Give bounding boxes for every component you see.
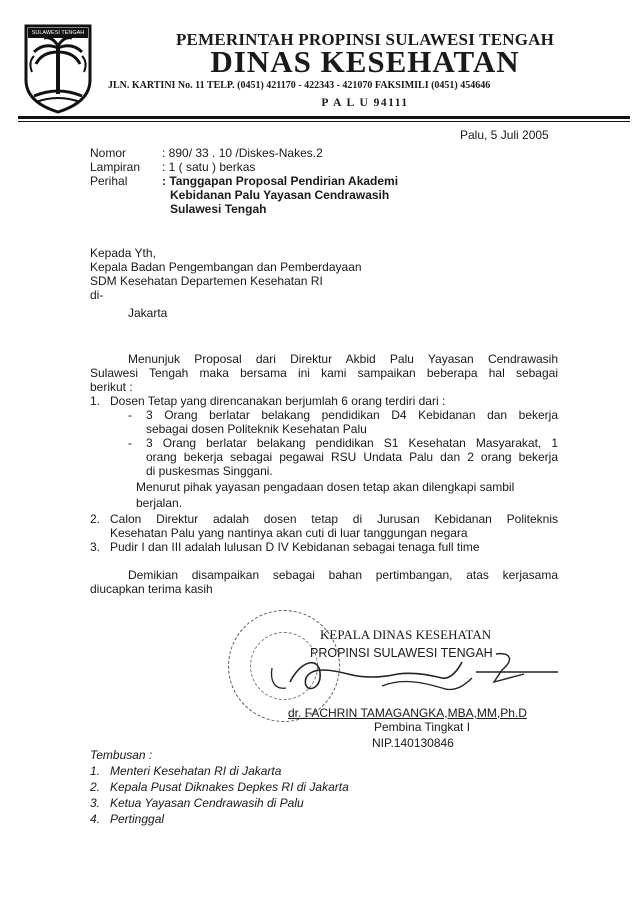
cc-item: Menteri Kesehatan RI di Jakarta xyxy=(110,764,282,778)
recipient-city: Jakarta xyxy=(128,306,168,320)
intro-line: Menunjuk Proposal dari Direktur Akbid Palu Yayasan Cendrawasih xyxy=(128,352,558,366)
agency-heading: DINAS KESEHATAN xyxy=(210,44,520,79)
recipient-line: di- xyxy=(90,288,104,302)
recipient-line: SDM Kesehatan Departemen Kesehatan RI xyxy=(90,274,323,288)
cc-item-number: 1. xyxy=(90,764,101,778)
signatory-nip: NIP.140130846 xyxy=(372,736,454,750)
cc-item-number: 3. xyxy=(90,796,101,810)
item3-text: Pudir I dan III adalah lulusan D IV Kebidanan sebagai tenaga full time xyxy=(110,540,480,554)
handwritten-signature xyxy=(262,648,562,704)
item-number: 3. xyxy=(90,540,101,554)
perihal-line: Sulawesi Tengah xyxy=(170,202,267,216)
intro-line: Sulawesi Tengah maka bersama ini kami sampaikan beberapa hal sebagai xyxy=(90,366,558,380)
government-heading: PEMERINTAH PROPINSI SULAWESI TENGAH xyxy=(175,30,555,49)
letterhead-city: P A L U 94111 xyxy=(321,97,409,109)
sub2-line: orang bekerja sebagai pegawai RSU Undata Palu dan 2 orang bekerja xyxy=(146,450,558,464)
provincial-emblem xyxy=(22,22,94,114)
item-number: 2. xyxy=(90,512,101,526)
sub1-line: 3 Orang berlatar belakang pendidikan D4 Kebidanan dan bekerja xyxy=(146,408,558,422)
lampiran-label: Lampiran xyxy=(90,160,141,174)
item1-note-line: berjalan. xyxy=(136,496,183,510)
item1-note-line: Menurut pihak yayasan pengadaan dosen tetap akan dilengkapi sambil xyxy=(136,480,515,494)
item1-text: Dosen Tetap yang direncanakan berjumlah 6 orang terdiri dari : xyxy=(110,394,446,408)
cc-heading: Tembusan : xyxy=(90,748,153,762)
closing-line: Demikian disampaikan sebagai bahan pertimbangan, atas kerjasama xyxy=(128,568,558,582)
cc-item-number: 4. xyxy=(90,812,101,826)
letter-date: Palu, 5 Juli 2005 xyxy=(460,128,549,142)
intro-line: berikut : xyxy=(90,380,133,394)
closing-line: diucapkan terima kasih xyxy=(90,582,213,596)
sub-bullet: - xyxy=(128,408,132,422)
signatory-rank: Pembina Tingkat I xyxy=(374,720,471,734)
nomor-label: Nomor xyxy=(90,146,127,160)
cc-item: Kepala Pusat Diknakes Depkes RI di Jakarta xyxy=(110,780,349,794)
perihal-label: Perihal xyxy=(90,174,128,188)
recipient-line: Kepala Badan Pengembangan dan Pemberdayaan xyxy=(90,260,362,274)
emblem-caption: SULAWESI TENGAH xyxy=(31,30,85,36)
item2-line: Calon Direktur adalah dosen tetap di Jurusan Kebidanan Politeknis xyxy=(110,512,558,526)
sub1-line: sebagai dosen Politeknik Kesehatan Palu xyxy=(146,422,367,436)
signatory-title: KEPALA DINAS KESEHATAN xyxy=(320,627,492,642)
perihal-line: : Tanggapan Proposal Pendirian Akademi xyxy=(162,174,399,188)
cc-item-number: 2. xyxy=(90,780,101,794)
signatory-title: PROPINSI SULAWESI TENGAH xyxy=(310,646,493,660)
item2-line: Kesehatan Palu yang nantinya akan cuti di luar tanggungan negara xyxy=(110,526,468,540)
cc-item: Pertinggal xyxy=(110,812,165,826)
perihal-line: Kebidanan Palu Yayasan Cendrawasih xyxy=(170,188,390,202)
sub-bullet: - xyxy=(128,436,132,450)
letterhead-address: JLN. KARTINI No. 11 TELP. (0451) 421170 - 422343 - 421070 FAKSIMILI (0451) 454646 xyxy=(108,80,491,91)
recipient-line: Kepada Yth, xyxy=(90,246,156,260)
header-rule-thin xyxy=(18,121,630,122)
item-number: 1. xyxy=(90,394,101,408)
cc-item: Ketua Yayasan Cendrawasih di Palu xyxy=(110,796,304,810)
lampiran-value: : 1 ( satu ) berkas xyxy=(162,160,256,174)
nomor-value: : 890/ 33 . 10 /Diskes-Nakes.2 xyxy=(162,146,323,160)
signatory-name: dr. FACHRIN TAMAGANGKA,MBA,MM,Ph.D xyxy=(288,706,527,720)
sub2-line: di puskesmas Singgani. xyxy=(146,464,273,478)
sub2-line: 3 Orang berlatar belakang pendidikan S1 Kesehatan Masyarakat, 1 xyxy=(146,436,558,450)
header-rule-thick xyxy=(18,116,630,119)
